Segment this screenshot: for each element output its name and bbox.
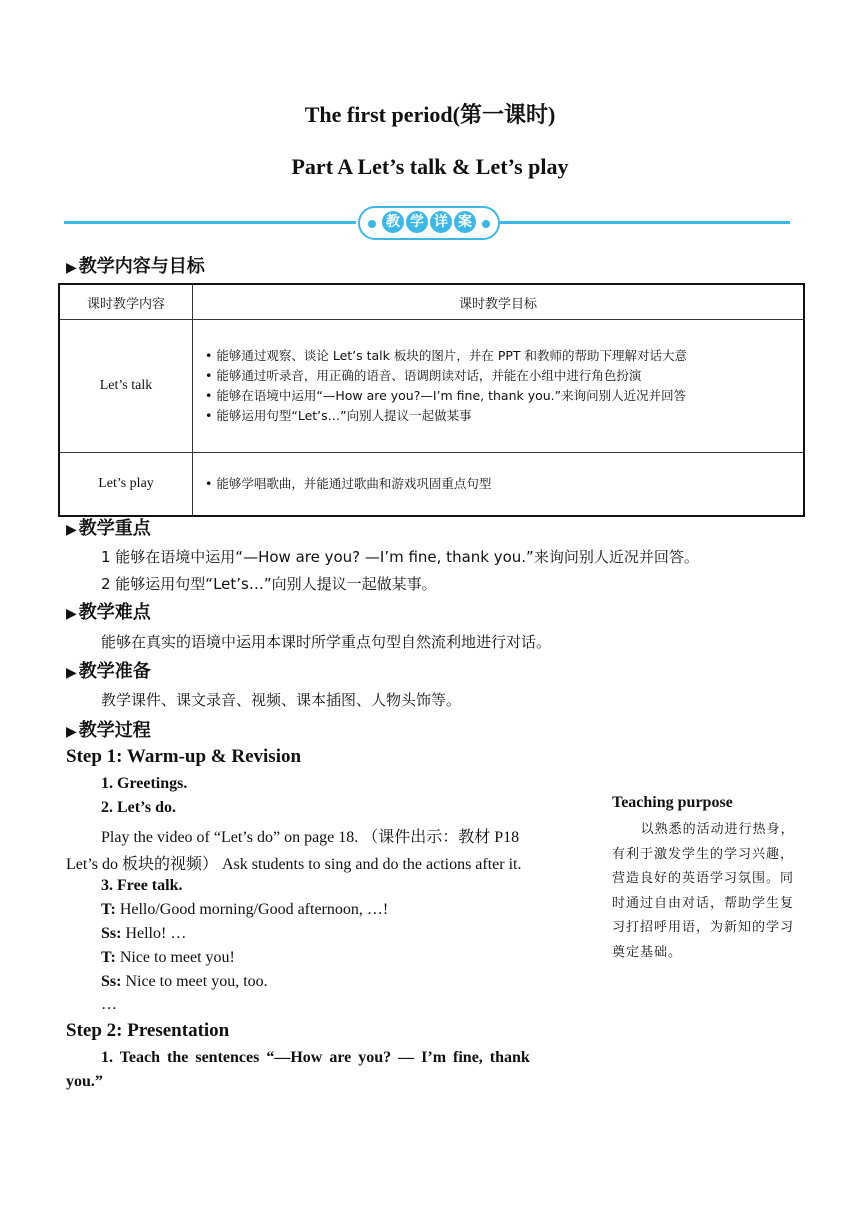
triangle-bullet-icon: ▶ xyxy=(66,665,77,681)
step-2-item1-line2: you.” xyxy=(66,1073,103,1090)
banner-line-right xyxy=(500,221,790,224)
table-cell-goals xyxy=(193,453,805,517)
speaker-label: T: xyxy=(101,901,116,918)
dialogue-text: Hello/Good morning/Good afternoon, …! xyxy=(115,901,389,918)
banner-char: 案 xyxy=(454,211,476,233)
key-point-2: 2 能够运用句型“Let’s…”向别人提议一起做某事。 xyxy=(101,575,437,593)
section-heading-process: ▶ 教学过程 xyxy=(66,720,151,741)
banner-text xyxy=(382,211,476,233)
triangle-bullet-icon: ▶ xyxy=(66,260,77,276)
dialogue-text: Hello! … xyxy=(121,925,187,942)
section-heading-preparation: ▶ 教学准备 xyxy=(66,661,151,682)
page-subtitle: Part A Let’s talk & Let’s play xyxy=(291,154,569,179)
goal-item: • 能够通过听录音，用正确的语音、语调朗读对话，并能在小组中进行角色扮演 xyxy=(205,368,642,383)
table-cell-content: Let’s talk xyxy=(59,320,193,453)
step-1-lets-do-line1: Play the video of “Let’s do” on page 18. （课件出示：教材 P18 xyxy=(101,829,520,846)
preparation-text: 教学课件、课文录音、视频、课本插图、人物头饰等。 xyxy=(101,691,462,709)
triangle-bullet-icon: ▶ xyxy=(66,522,77,538)
banner-char: 详 xyxy=(430,211,452,233)
step-2-title: Step 2: Presentation xyxy=(66,1020,230,1041)
triangle-bullet-icon: ▶ xyxy=(66,606,77,622)
banner-dot-left xyxy=(368,220,376,228)
table-cell-content: Let’s play xyxy=(59,453,193,517)
triangle-bullet-icon: ▶ xyxy=(66,724,77,740)
section-heading-content-goals: ▶ 教学内容与目标 xyxy=(66,256,205,277)
section-heading-key-points: ▶ 教学重点 xyxy=(66,518,151,539)
goal-item: • 能够学唱歌曲，并能通过歌曲和游戏巩固重点句型 xyxy=(205,476,492,491)
difficulty-text: 能够在真实的语境中运用本课时所学重点句型自然流利地进行对话。 xyxy=(101,633,552,651)
speaker-label: Ss: xyxy=(101,973,122,990)
table-row xyxy=(59,453,804,517)
dialogue-line xyxy=(101,949,235,967)
table-header-row xyxy=(59,284,804,320)
banner-char: 教 xyxy=(382,211,404,233)
dialogue-line xyxy=(101,973,268,991)
speaker-label: T: xyxy=(101,949,116,966)
table-header: 课时教学内容 xyxy=(59,284,193,320)
key-point-1: 1 能够在语境中运用“—How are you? —I’m fine, thank you.”来询问别人近况并回答。 xyxy=(101,548,699,566)
section-banner xyxy=(64,206,790,240)
dialogue-line xyxy=(101,925,186,943)
dialogue-ellipsis: … xyxy=(101,996,117,1013)
sidebar-heading: Teaching purpose xyxy=(612,794,733,811)
goal-item: • 能够在语境中运用“—How are you?—I’m fine, thank you.”来询问别人近况并回答 xyxy=(205,388,687,403)
speaker-label: Ss: xyxy=(101,925,122,942)
step-1-greetings: 1. Greetings. xyxy=(101,775,188,792)
step-1-lets-do: 2. Let’s do. xyxy=(101,799,176,816)
banner-line-left xyxy=(64,221,356,224)
dialogue-text: Nice to meet you, too. xyxy=(121,973,268,990)
page-title: The first period(第一课时) xyxy=(304,102,556,127)
banner-char: 学 xyxy=(406,211,428,233)
dialogue-text: Nice to meet you! xyxy=(115,949,235,966)
banner-dot-right xyxy=(482,220,490,228)
table-row xyxy=(59,320,804,453)
table-header: 课时教学目标 xyxy=(193,284,805,320)
step-1-free-talk: 3. Free talk. xyxy=(101,877,183,894)
goal-item: • 能够通过观察、谈论 Let’s talk 板块的图片，并在 PPT 和教师的帮助下理解对话大意 xyxy=(205,348,688,363)
step-2-item1-line1: 1. Teach the sentences “—How are you? — I’m fine, thank xyxy=(101,1049,530,1066)
section-heading-difficulties: ▶ 教学难点 xyxy=(66,602,151,623)
step-1-lets-do-line2: Let’s do 板块的视频） Ask students to sing and do the actions after it. xyxy=(66,856,522,873)
step-1-title: Step 1: Warm-up & Revision xyxy=(66,746,302,767)
banner-pill xyxy=(358,206,500,240)
objectives-table xyxy=(58,283,805,517)
dialogue-line xyxy=(101,901,388,919)
table-cell-goals xyxy=(193,320,805,453)
teaching-purpose-sidebar xyxy=(612,794,802,965)
goal-item: • 能够运用句型“Let’s…”向别人提议一起做某事 xyxy=(205,408,472,423)
sidebar-text: 以熟悉的活动进行热身，有利于激发学生的学习兴趣，营造良好的英语学习氛围。同时通过自由对话，帮助学生复习打招呼用语，为新知的学习奠定基础。 xyxy=(612,822,795,960)
